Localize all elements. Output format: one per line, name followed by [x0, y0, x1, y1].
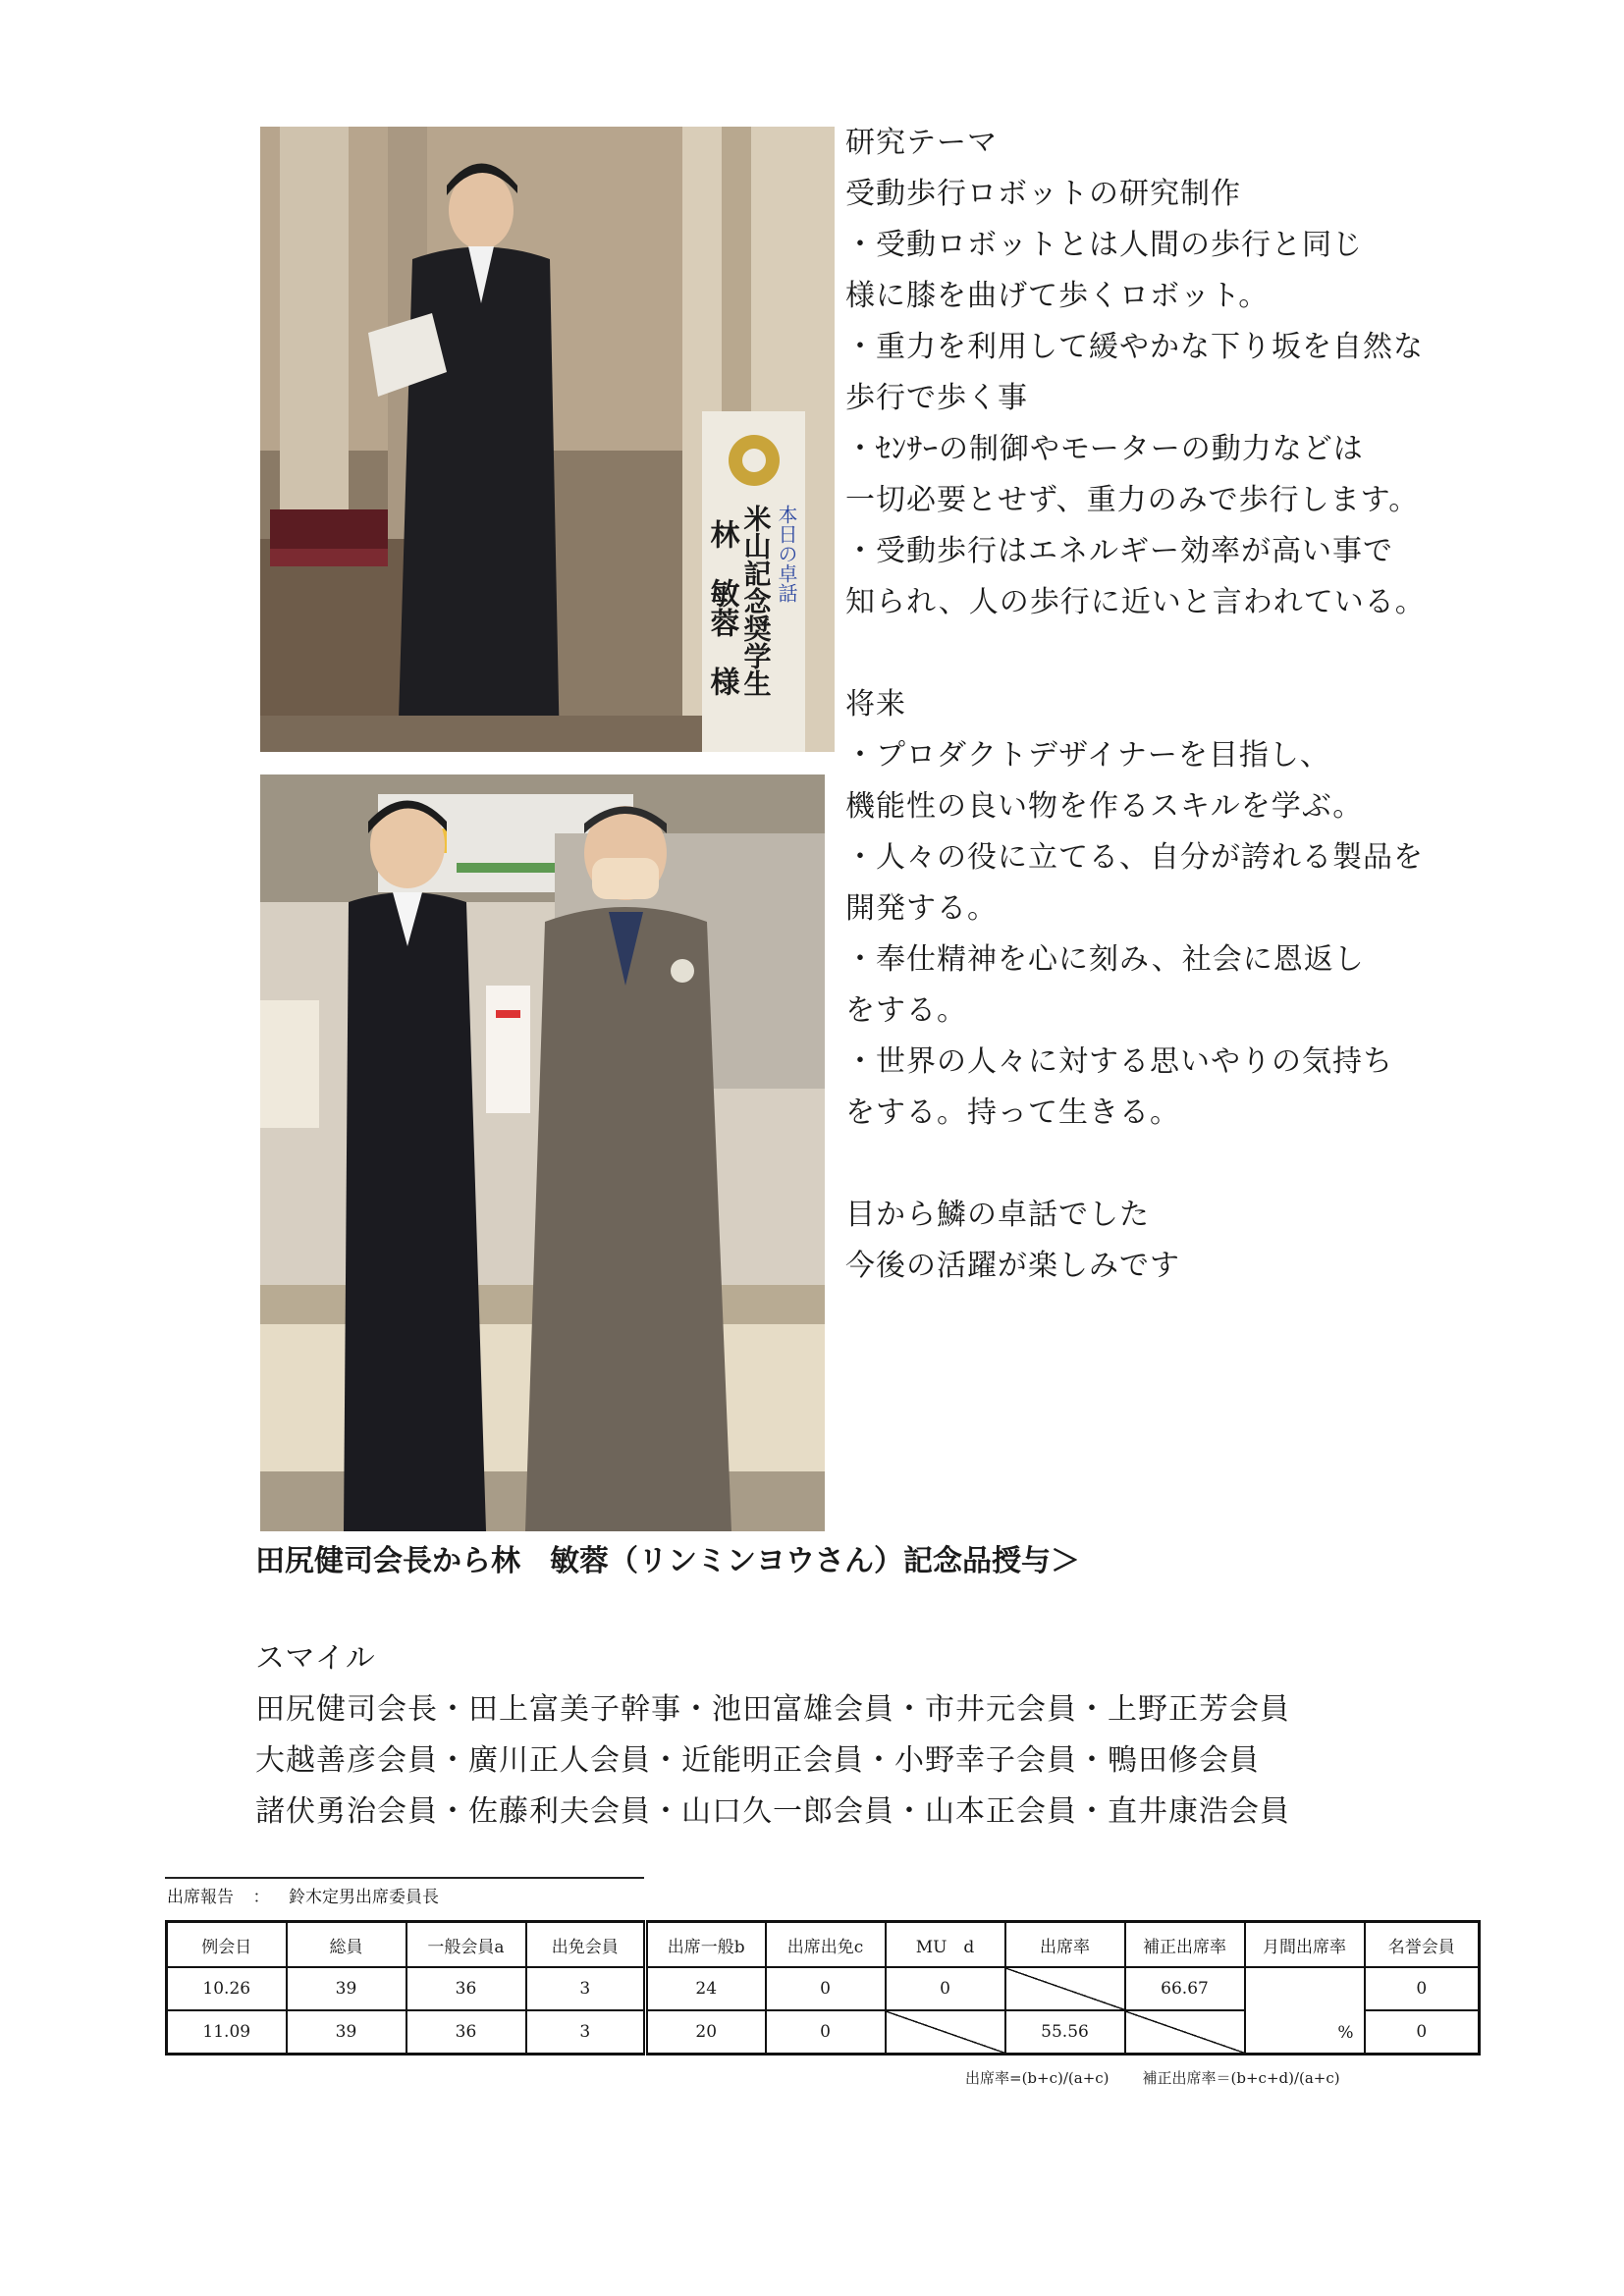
attended-exempt-cell: 0: [766, 1967, 886, 2010]
smile-section: [255, 1633, 1290, 1838]
header-cell: 出席率: [1005, 1922, 1125, 1968]
attendance-reporter: 鈴木定男出席委員長: [289, 1888, 439, 1907]
date-cell: 11.09: [167, 2010, 287, 2055]
text-line: 知られ、人の歩行に近いと言われている。: [845, 585, 1426, 619]
text-line: 研究テーマ: [845, 126, 998, 160]
text-line: ・世界の人々に対する思いやりの気持ち: [845, 1044, 1393, 1079]
honorary-cell: 0: [1365, 1967, 1480, 2010]
date-cell: 10.26: [167, 1967, 287, 2010]
sign-line-3: 林 敏蓉 様: [704, 519, 739, 696]
smile-title: スマイル: [255, 1641, 376, 1676]
text-line: ・奉仕精神を心に刻み、社会に恩返し: [845, 942, 1365, 977]
honorary-cell: 0: [1365, 2010, 1480, 2055]
makeup-cell-crossed: [886, 2010, 1005, 2055]
text-line: をする。持って生きる。: [845, 1095, 1180, 1130]
attendance-table: [165, 1920, 1481, 2056]
blank-line: [845, 1139, 1533, 1190]
header-cell: 出席出免c: [766, 1922, 886, 1968]
attendance-row: [167, 1967, 1480, 2010]
text-line: 歩行で歩く事: [845, 381, 1028, 415]
monthly-rate-unit: %: [1337, 2023, 1354, 2043]
attendance-divider: [165, 1877, 644, 1879]
header-cell: 補正出席率: [1125, 1922, 1245, 1968]
general-cell: 36: [406, 2010, 526, 2055]
header-cell: 総員: [287, 1922, 406, 1968]
text-line: ・受動歩行はエネルギー効率が高い事で: [845, 534, 1393, 568]
header-cell: 一般会員a: [406, 1922, 526, 1968]
monthly-rate-cell: [1245, 1967, 1365, 2055]
text-line: 機能性の良い物を作るスキルを学ぶ。: [845, 789, 1364, 824]
header-cell: MU d: [886, 1922, 1005, 1968]
text-line: 将来: [845, 687, 906, 721]
text-line: 様に膝を曲げて歩くロボット。: [845, 279, 1270, 313]
sign-line-2: 米山記念奨学生: [739, 505, 773, 697]
speech-notes: [845, 118, 1533, 1292]
text-line: をする。: [845, 993, 967, 1028]
text-line: 一切必要とせず、重力のみで歩行します。: [845, 483, 1420, 517]
blank-line: [845, 628, 1533, 679]
corrected-rate-cell: 66.67: [1125, 1967, 1245, 2010]
formula-corrected: 補正出席率＝(b+c+d)/(a+c): [1142, 2069, 1340, 2087]
header-cell: 出免会員: [526, 1922, 646, 1968]
text-line: ・重力を利用して緩やかな下り坂を自然な: [845, 330, 1424, 364]
text-line: 受動歩行ロボットの研究制作: [845, 177, 1241, 211]
general-cell: 36: [406, 1967, 526, 2010]
attended-general-cell: 24: [646, 1967, 766, 2010]
exempt-cell: 3: [526, 2010, 646, 2055]
speaker-photo: [260, 127, 835, 752]
header-cell: 月間出席率: [1245, 1922, 1365, 1968]
text-line: 目から鱗の卓話でした: [845, 1198, 1150, 1232]
exempt-cell: 3: [526, 1967, 646, 2010]
smile-line: 大越善彦会員・廣川正人会員・近能明正会員・小野幸子会員・鴨田修会員: [255, 1743, 1260, 1778]
text-line: 開発する。: [845, 891, 998, 926]
text-line: ・プロダクトデザイナーを目指し、: [845, 738, 1330, 773]
attended-general-cell: 20: [646, 2010, 766, 2055]
award-photo: [260, 774, 825, 1531]
attended-exempt-cell: 0: [766, 2010, 886, 2055]
attendance-label: 出席報告: [167, 1888, 234, 1907]
rate-cell: 55.56: [1005, 2010, 1125, 2055]
header-cell: 出席一般b: [646, 1922, 766, 1968]
text-line: ・受動ロボットとは人間の歩行と同じ: [845, 228, 1363, 262]
text-line: ・人々の役に立てる、自分が誇れる製品を: [845, 840, 1424, 875]
total-cell: 39: [287, 1967, 406, 2010]
text-line: 今後の活躍が楽しみです: [845, 1249, 1180, 1283]
text-line: ・ｾﾝｻｰの制御やモーターの動力などは: [845, 432, 1364, 466]
header-cell: 例会日: [167, 1922, 287, 1968]
header-cell: 名誉会員: [1365, 1922, 1480, 1968]
attendance-formulas: [965, 2067, 1340, 2088]
corrected-rate-cell-crossed: [1125, 2010, 1245, 2055]
attendance-header-row: [167, 1922, 1480, 1968]
photo-caption: 田尻健司会長から林 敏蓉（リンミンヨウさん）記念品授与＞: [255, 1544, 1080, 1578]
total-cell: 39: [287, 2010, 406, 2055]
formula-rate: 出席率=(b+c)/(a+c): [965, 2069, 1110, 2087]
sign-line-1: 本日の卓話: [775, 505, 798, 603]
smile-line: 田尻健司会長・田上富美子幹事・池田富雄会員・市井元会員・上野正芳会員: [255, 1692, 1290, 1727]
makeup-cell: 0: [886, 1967, 1005, 2010]
smile-line: 諸伏勇治会員・佐藤利夫会員・山口久一郎会員・山本正会員・直井康浩会員: [255, 1794, 1290, 1829]
attendance-separator: ：: [252, 1888, 270, 1907]
attendance-heading: [167, 1883, 439, 1907]
rate-cell-crossed: [1005, 1967, 1125, 2010]
